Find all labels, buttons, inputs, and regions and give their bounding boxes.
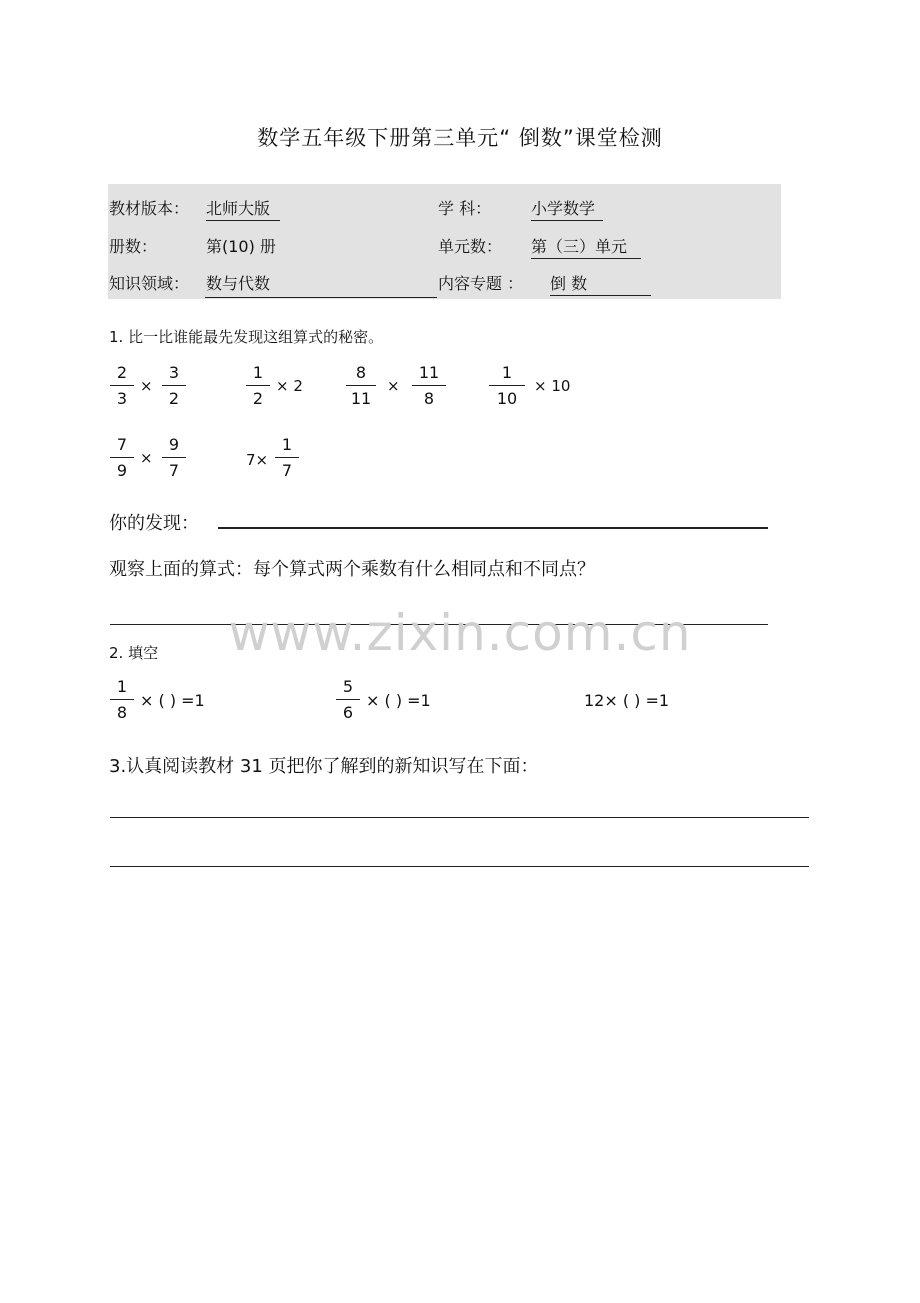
fraction [246, 364, 270, 408]
times-ten: × 10 [534, 377, 571, 395]
watermark: www.zixin.com.cn [228, 604, 692, 662]
q1-heading: 1. 比一比谁能最先发现这组算式的秘密。 [109, 328, 384, 346]
version-value: 北师大版 [206, 196, 280, 221]
q2-heading: 2. 填空 [109, 644, 159, 662]
denominator: 7 [281, 461, 293, 480]
times-sign: × [140, 377, 153, 395]
denominator: 11 [350, 389, 372, 408]
discovery-label: 你的发现： [109, 513, 199, 534]
domain-label: 知识领域： [109, 274, 190, 293]
denominator: 2 [252, 389, 264, 408]
q3-heading: 3.认真阅读教材 31 页把你了解到的新知识写在下面： [109, 756, 539, 777]
times-sign: × [140, 449, 153, 467]
page-title: 数学五年级下册第三单元“ 倒数”课堂检测 [257, 126, 663, 150]
fraction-bar [246, 385, 270, 386]
blank-expression-1: × ( ) =1 [140, 691, 205, 710]
unit-label: 单元数： [438, 237, 503, 256]
denominator: 9 [116, 461, 128, 480]
volume-label: 册数： [109, 237, 158, 256]
observe-question: 观察上面的算式：每个算式两个乘数有什么相同点和不同点？ [109, 559, 595, 580]
fraction-bar [162, 457, 186, 458]
domain-underline [205, 297, 437, 298]
fraction-bar [336, 699, 360, 700]
fraction-bar [110, 457, 134, 458]
fraction-bar [110, 699, 134, 700]
volume-value: 第(10) 册 [206, 237, 276, 256]
domain-value: 数与代数 [206, 274, 271, 293]
fraction-bar [346, 385, 376, 386]
numerator: 7 [116, 435, 128, 454]
numerator: 1 [252, 363, 264, 382]
denominator: 3 [116, 389, 128, 408]
fraction [336, 678, 360, 722]
fraction [275, 436, 299, 480]
times-two: × 2 [276, 377, 303, 395]
version-label: 教材版本： [109, 199, 190, 218]
fraction [162, 364, 186, 408]
times-sign: × [387, 377, 400, 395]
subject-value: 小学数学 [531, 196, 603, 221]
fraction [110, 364, 134, 408]
numerator: 3 [168, 363, 180, 382]
fraction-bar [412, 385, 446, 386]
discovery-answer-line [218, 527, 768, 529]
fraction [346, 364, 376, 408]
fraction [489, 364, 525, 408]
numerator: 1 [281, 435, 293, 454]
q3-answer-line-2 [110, 866, 809, 867]
fraction [412, 364, 446, 408]
denominator: 8 [116, 703, 128, 722]
numerator: 9 [168, 435, 180, 454]
seven-times: 7× [246, 451, 269, 469]
fraction-bar [275, 457, 299, 458]
blank-expression-3: 12× ( ) =1 [584, 691, 670, 710]
topic-value: 倒 数 [550, 271, 651, 296]
denominator: 10 [496, 389, 518, 408]
fraction [110, 436, 134, 480]
q3-answer-line-1 [110, 817, 809, 818]
fraction-bar [110, 385, 134, 386]
topic-label: 内容专题 ： [438, 274, 524, 293]
fraction-bar [162, 385, 186, 386]
fraction [110, 678, 134, 722]
numerator: 5 [342, 677, 354, 696]
denominator: 7 [168, 461, 180, 480]
numerator: 1 [116, 677, 128, 696]
denominator: 6 [342, 703, 354, 722]
denominator: 2 [168, 389, 180, 408]
numerator: 2 [116, 363, 128, 382]
numerator: 11 [418, 363, 440, 382]
fraction-bar [489, 385, 525, 386]
numerator: 8 [355, 363, 367, 382]
subject-label: 学 科： [438, 199, 492, 218]
fraction [162, 436, 186, 480]
numerator: 1 [501, 363, 513, 382]
blank-expression-2: × ( ) =1 [366, 691, 431, 710]
unit-value: 第（三）单元 [531, 234, 641, 259]
denominator: 8 [423, 389, 435, 408]
